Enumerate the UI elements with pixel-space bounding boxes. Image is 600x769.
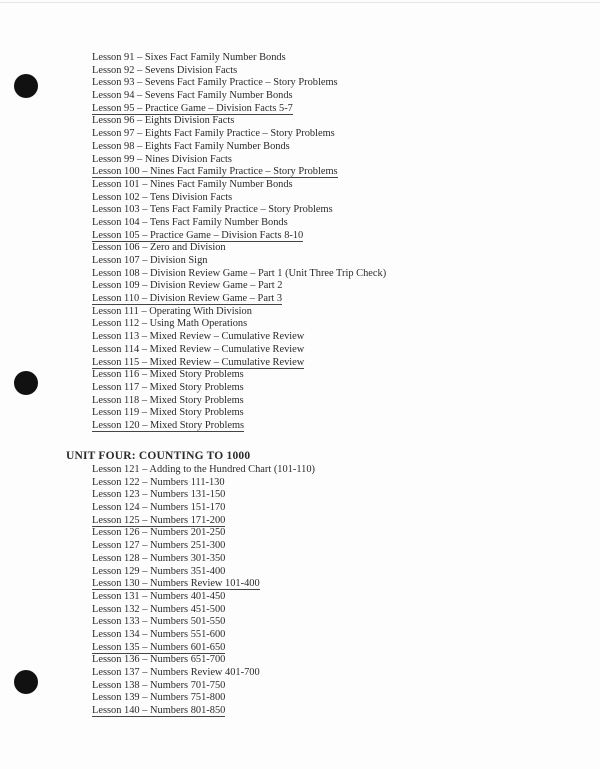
- lesson-item: [92, 395, 572, 408]
- lesson-text: Lesson 100 – Nines Fact Family Practice – Story Problems: [92, 166, 338, 178]
- lesson-item: [92, 344, 572, 357]
- lesson-text: Lesson 121 – Adding to the Hundred Chart (101-110): [92, 464, 315, 475]
- lesson-text: Lesson 139 – Numbers 751-800: [92, 692, 226, 704]
- lesson-item: [92, 192, 572, 205]
- lesson-text: Lesson 95 – Practice Game – Division Facts 5-7: [92, 102, 293, 114]
- lesson-item: [92, 230, 572, 243]
- lesson-text: Lesson 122 – Numbers 111-130: [92, 476, 225, 488]
- lesson-item: [92, 306, 572, 319]
- lesson-text: Lesson 119 – Mixed Story Problems: [92, 407, 244, 419]
- lesson-text: Lesson 113 – Mixed Review – Cumulative Review: [92, 331, 305, 343]
- lesson-item: [92, 629, 572, 642]
- unit-four-lesson-list: [92, 464, 572, 718]
- lesson-item: [92, 489, 572, 502]
- lesson-text: Lesson 106 – Zero and Division: [92, 242, 226, 254]
- lesson-text: Lesson 127 – Numbers 251-300: [92, 540, 226, 552]
- lesson-text: Lesson 123 – Numbers 131-150: [92, 489, 226, 501]
- lesson-item: [92, 420, 572, 433]
- lesson-text: Lesson 103 – Tens Fact Family Practice – Story Problems: [92, 204, 333, 216]
- lesson-item: [92, 179, 572, 192]
- punch-hole-middle: [14, 371, 38, 395]
- lesson-item: [92, 477, 572, 490]
- lesson-item: [92, 90, 572, 103]
- lesson-item: [92, 591, 572, 604]
- lesson-text: Lesson 136 – Numbers 651-700: [92, 654, 226, 666]
- lesson-item: [92, 667, 572, 680]
- lesson-text: Lesson 126 – Numbers 201-250: [92, 527, 226, 539]
- lesson-item: [92, 115, 572, 128]
- lesson-item: [92, 616, 572, 629]
- lesson-item: [92, 77, 572, 90]
- lesson-text: Lesson 138 – Numbers 701-750: [92, 679, 226, 691]
- lesson-text: Lesson 96 – Eights Division Facts: [92, 115, 235, 127]
- lesson-text: Lesson 130 – Numbers Review 101-400: [92, 578, 260, 590]
- lesson-item: [92, 141, 572, 154]
- lesson-item: [92, 680, 572, 693]
- lesson-item: [92, 255, 572, 268]
- lesson-item: [92, 128, 572, 141]
- lesson-text: Lesson 91 – Sixes Fact Family Number Bonds: [92, 52, 286, 63]
- lesson-item: [92, 654, 572, 667]
- lesson-text: Lesson 134 – Numbers 551-600: [92, 628, 226, 640]
- lesson-item: [92, 242, 572, 255]
- lesson-text: Lesson 115 – Mixed Review – Cumulative Review: [92, 356, 305, 368]
- lesson-item: [92, 103, 572, 116]
- lesson-text: Lesson 131 – Numbers 401-450: [92, 590, 226, 602]
- lesson-item: [92, 407, 572, 420]
- lesson-item: [92, 382, 572, 395]
- lesson-text: Lesson 94 – Sevens Fact Family Number Bonds: [92, 90, 293, 102]
- lesson-item: [92, 604, 572, 617]
- lesson-item: [92, 293, 572, 306]
- lesson-text: Lesson 102 – Tens Division Facts: [92, 191, 233, 203]
- lesson-text: Lesson 135 – Numbers 601-650: [92, 641, 226, 653]
- lesson-text: Lesson 111 – Operating With Division: [92, 305, 252, 317]
- lesson-item: [92, 578, 572, 591]
- lesson-text: Lesson 132 – Numbers 451-500: [92, 603, 226, 615]
- punch-hole-bottom: [14, 670, 38, 694]
- lesson-text: Lesson 99 – Nines Division Facts: [92, 153, 232, 165]
- lesson-text: Lesson 140 – Numbers 801-850: [92, 705, 226, 717]
- lesson-item: [92, 65, 572, 78]
- lesson-text: Lesson 114 – Mixed Review – Cumulative Review: [92, 343, 305, 355]
- lesson-text: Lesson 108 – Division Review Game – Part 1 (Unit Three Trip Check): [92, 267, 387, 279]
- page-edge: [0, 2, 600, 3]
- lesson-text: Lesson 93 – Sevens Fact Family Practice – Story Problems: [92, 77, 338, 89]
- lesson-item: [92, 566, 572, 579]
- lesson-text: Lesson 120 – Mixed Story Problems: [92, 419, 245, 431]
- lesson-item: [92, 464, 572, 477]
- lesson-item: [92, 642, 572, 655]
- lesson-item: [92, 369, 572, 382]
- unit-three-lesson-list: [92, 52, 572, 433]
- lesson-item: [92, 515, 572, 528]
- lesson-item: [92, 331, 572, 344]
- lesson-text: Lesson 92 – Sevens Division Facts: [92, 64, 238, 76]
- lesson-text: Lesson 109 – Division Review Game – Part 2: [92, 280, 283, 292]
- lesson-text: Lesson 117 – Mixed Story Problems: [92, 381, 244, 393]
- lesson-item: [92, 705, 572, 718]
- lesson-text: Lesson 97 – Eights Fact Family Practice – Story Problems: [92, 128, 335, 140]
- lesson-item: [92, 52, 572, 65]
- lesson-item: [92, 540, 572, 553]
- lesson-text: Lesson 128 – Numbers 301-350: [92, 552, 226, 564]
- lesson-text: Lesson 101 – Nines Fact Family Number Bonds: [92, 178, 293, 190]
- lesson-item: [92, 553, 572, 566]
- lesson-item: [92, 204, 572, 217]
- lesson-item: [92, 357, 572, 370]
- lesson-item: [92, 280, 572, 293]
- lesson-item: [92, 692, 572, 705]
- lesson-text: Lesson 124 – Numbers 151-170: [92, 502, 226, 514]
- punch-hole-top: [14, 74, 38, 98]
- lesson-text: Lesson 105 – Practice Game – Division Facts 8-10: [92, 229, 304, 241]
- lesson-text: Lesson 118 – Mixed Story Problems: [92, 394, 244, 406]
- lesson-text: Lesson 104 – Tens Fact Family Number Bonds: [92, 216, 288, 228]
- lesson-text: Lesson 129 – Numbers 351-400: [92, 565, 226, 577]
- lesson-text: Lesson 137 – Numbers Review 401-700: [92, 667, 260, 678]
- unit-four-heading: UNIT FOUR: COUNTING TO 1000: [66, 450, 251, 462]
- lesson-text: Lesson 107 – Division Sign: [92, 255, 208, 266]
- lesson-text: Lesson 133 – Numbers 501-550: [92, 616, 226, 628]
- lesson-item: [92, 268, 572, 281]
- lesson-item: [92, 527, 572, 540]
- lesson-item: [92, 154, 572, 167]
- lesson-item: [92, 217, 572, 230]
- lesson-item: [92, 502, 572, 515]
- lesson-text: Lesson 112 – Using Math Operations: [92, 318, 248, 330]
- lesson-text: Lesson 110 – Division Review Game – Part 3: [92, 293, 283, 305]
- lesson-item: [92, 166, 572, 179]
- lesson-text: Lesson 116 – Mixed Story Problems: [92, 369, 244, 381]
- lesson-item: [92, 318, 572, 331]
- lesson-text: Lesson 125 – Numbers 171-200: [92, 514, 226, 526]
- lesson-text: Lesson 98 – Eights Fact Family Number Bonds: [92, 140, 290, 152]
